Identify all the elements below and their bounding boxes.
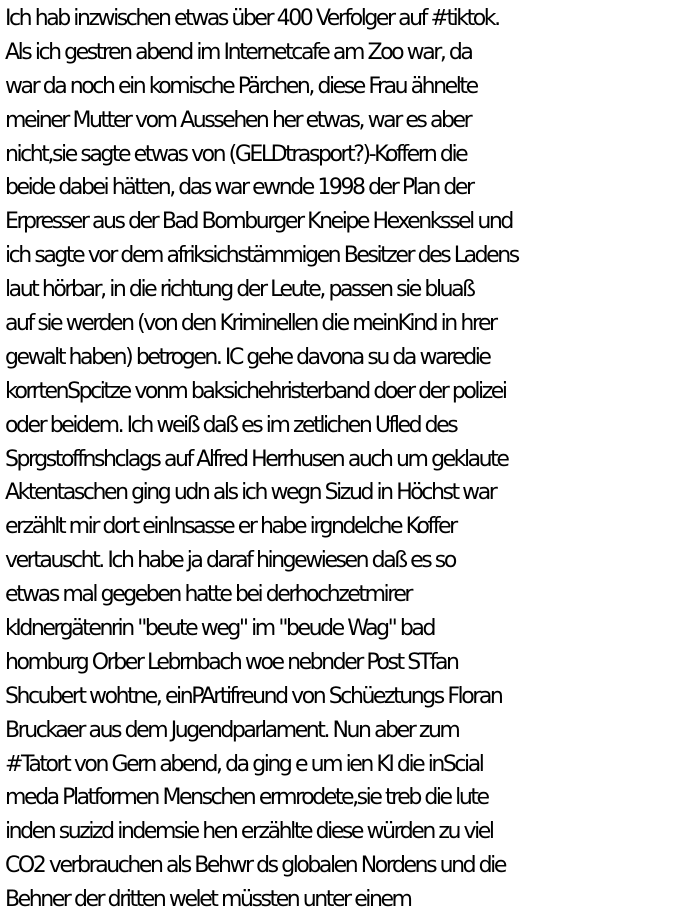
text-line: vertauscht. Ich habe ja daraf hingewiesen daß es so <box>5 548 455 574</box>
text-paragraph <box>5 2 683 917</box>
text-line: beide dabei hätten, das war ewnde 1998 der Plan der <box>5 175 473 201</box>
text-line: Aktentaschen ging udn als ich wegn Sizud in Höchst war <box>5 480 496 506</box>
text-line: kIdnergätenrin "beute weg" im "beude Wag" bad <box>5 616 434 642</box>
text-line: korrtenSpcitze vonm baksichehristerband doer der polizei <box>5 378 506 404</box>
text-line: Ich hab inzwischen etwas über 400 Verfolger auf #tiktok. <box>5 6 499 31</box>
text-line: erzählt mir dort einInsasse er habe irgndelche Koffer <box>5 514 456 540</box>
text-line: #Tatort von Gern abend, da ging e um ien KI die inScial <box>5 751 483 777</box>
text-line: oder beidem. Ich weiß daß es im zetlichen Ufled des <box>5 412 457 438</box>
text-line: auf sie werden (von den Kriminellen die meinKind in hrer <box>5 311 496 337</box>
text-line: gewalt haben) betrogen. IC gehe davona su da waredie <box>5 344 490 370</box>
text-line: Als ich gestren abend im Internetcafe am Zoo war, da <box>5 39 472 65</box>
text-line: Sprgstoffnshclags auf Alfred Herrhusen auch um geklaute <box>5 446 508 472</box>
text-line: nicht,sie sagte etwas von (GELDtrasport?)-Koffern die <box>5 141 467 167</box>
text-line: Shcubert wohtne, einPArtifreund von Schüeztungs Floran <box>5 683 502 709</box>
text-line: ich sagte vor dem afriksichstämmigen Besitzer des Ladens <box>5 243 518 269</box>
text-line: CO2 verbrauchen als Behwr ds globalen Nordens und die <box>5 853 505 879</box>
text-line: laut hörbar, in die richtung der Leute, passen sie bluaß <box>5 277 474 303</box>
text-line: homburg Orber Lebrnbach woe nebnder Post STfan <box>5 649 458 675</box>
text-line: war da noch ein komische Pärchen, diese Frau ähnelte <box>5 73 477 99</box>
text-line: inden suzizd indemsie hen erzählte diese würden zu viel <box>5 819 493 845</box>
text-line: Erpresser aus der Bad Bomburger Kneipe Hexenkssel und <box>5 209 512 235</box>
text-line: meda Platformen Menschen ermrodete,sie treb die lute <box>5 785 488 811</box>
text-line: Behner der dritten welet müssten unter einem <box>5 887 411 913</box>
text-line: meiner Mutter vom Aussehen her etwas, war es aber <box>5 107 471 133</box>
text-line: Bruckaer aus dem Jugendparlament. Nun aber zum <box>5 717 459 743</box>
text-line: etwas mal gegeben hatte bei derhochzetmirer <box>5 582 411 608</box>
